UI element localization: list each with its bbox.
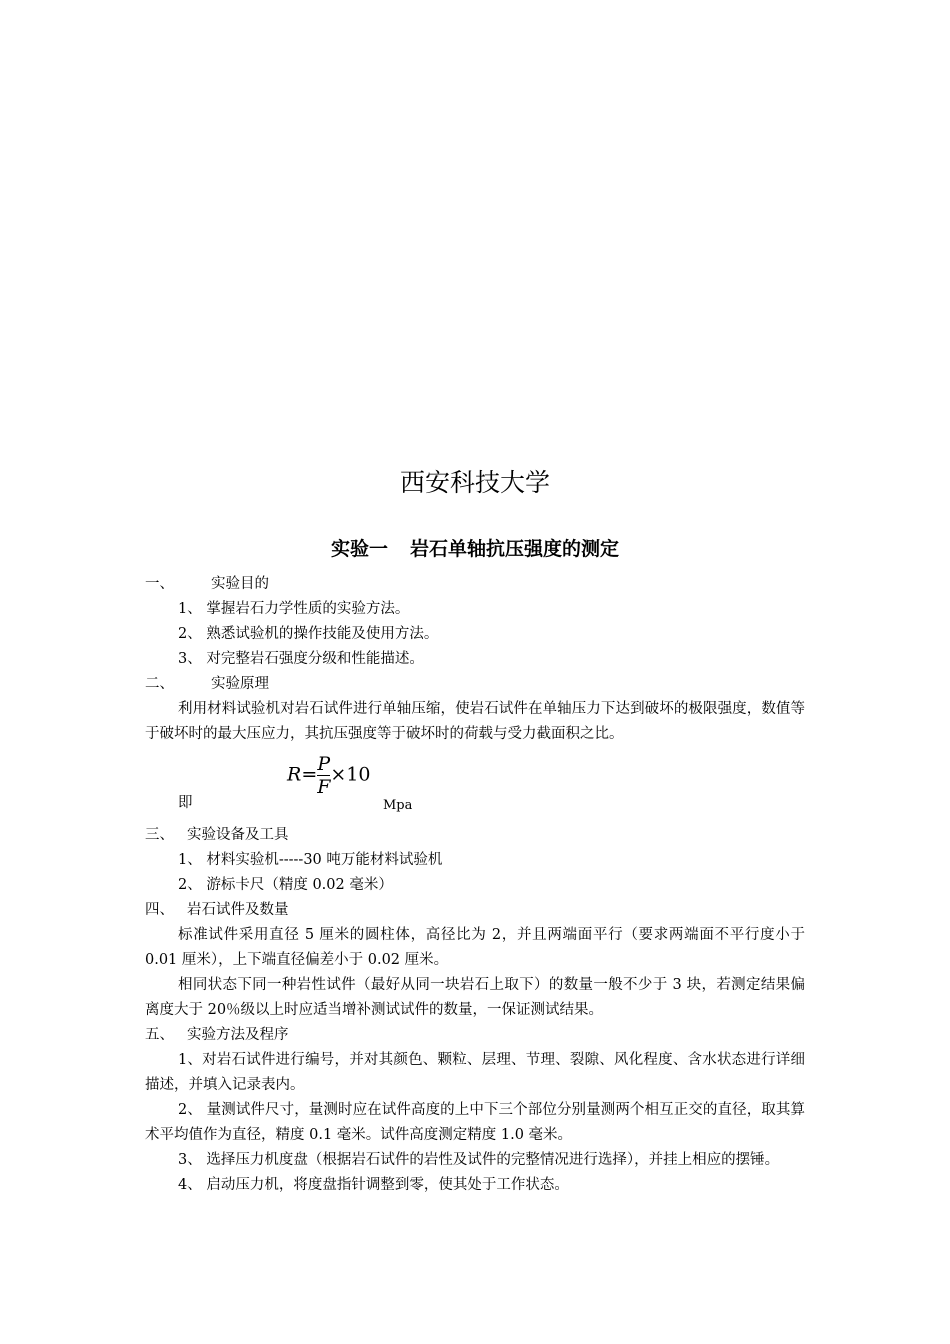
paragraph: 利用材料试验机对岩石试件进行单轴压缩，使岩石试件在单轴压力下达到破坏的极限强度，数值等于破坏时的最大压应力，其抗压强度等于破坏时的荷载与受力截面积之比。 [145,701,805,742]
list-item: 1、 材料实验机-----30 吨万能材料试验机 [178,852,443,868]
list-item: 3、 对完整岩石强度分级和性能描述。 [178,651,424,667]
section-heading: 一、 实验目的 [145,576,269,592]
document-title: 西安科技大学 [399,468,550,497]
paragraph: 标准试件采用直径 5 厘米的圆柱体，高径比为 2，并且两端面平行（要求两端面不平行度小于 0.01 厘米），上下端直径偏差小于 0.02 厘米。 [145,927,805,968]
experiment-title [0,535,950,563]
paragraph: 4、 启动压力机，将度盘指针调整到零，使其处于工作状态。 [178,1177,569,1193]
section-heading: 四、 岩石试件及数量 [145,902,289,918]
document-body [145,572,805,1198]
formula-fraction: $\frac{P}{F}$ [317,753,331,798]
paragraph: 2、 量测试件尺寸，量测时应在试件高度的上中下三个部位分别量测两个相互正交的直径，取其算术平均值作为直径，精度 0.1 毫米。试件高度测定精度 1.0 毫米。 [145,1102,805,1143]
experiment-name: 岩石单轴抗压强度的测定 [410,538,620,560]
list-item: 1、 掌握岩石力学性质的实验方法。 [178,601,410,617]
formula-expression: R= $\frac{P}{F}$ ×10 [287,753,371,798]
formula-prefix: 即 [178,795,193,811]
paragraph: 3、 选择压力机度盘（根据岩石试件的岩性及试件的完整情况进行选择），并挂上相应的摆锤。 [178,1152,780,1168]
formula-unit: Mpa [383,798,413,813]
list-item: 2、 游标卡尺（精度 0.02 毫米） [178,877,393,893]
section-heading: 二、 实验原理 [145,676,269,692]
paragraph: 相同状态下同一种岩性试件（最好从同一块岩石上取下）的数量一般不少于 3 块，若测定结果偏离度大于 20％级以上时应适当增补测试试件的数量，一保证测试结果。 [145,977,805,1018]
strength-formula [145,753,805,823]
experiment-number: 实验一 [330,538,388,560]
section-heading: 五、 实验方法及程序 [145,1027,289,1043]
paragraph: 1、对岩石试件进行编号，并对其颜色、颗粒、层理、节理、裂隙、风化程度、含水状态进行详细描述，并填入记录表内。 [145,1052,805,1093]
section-heading: 三、 实验设备及工具 [145,827,289,843]
list-item: 2、 熟悉试验机的操作技能及使用方法。 [178,626,439,642]
